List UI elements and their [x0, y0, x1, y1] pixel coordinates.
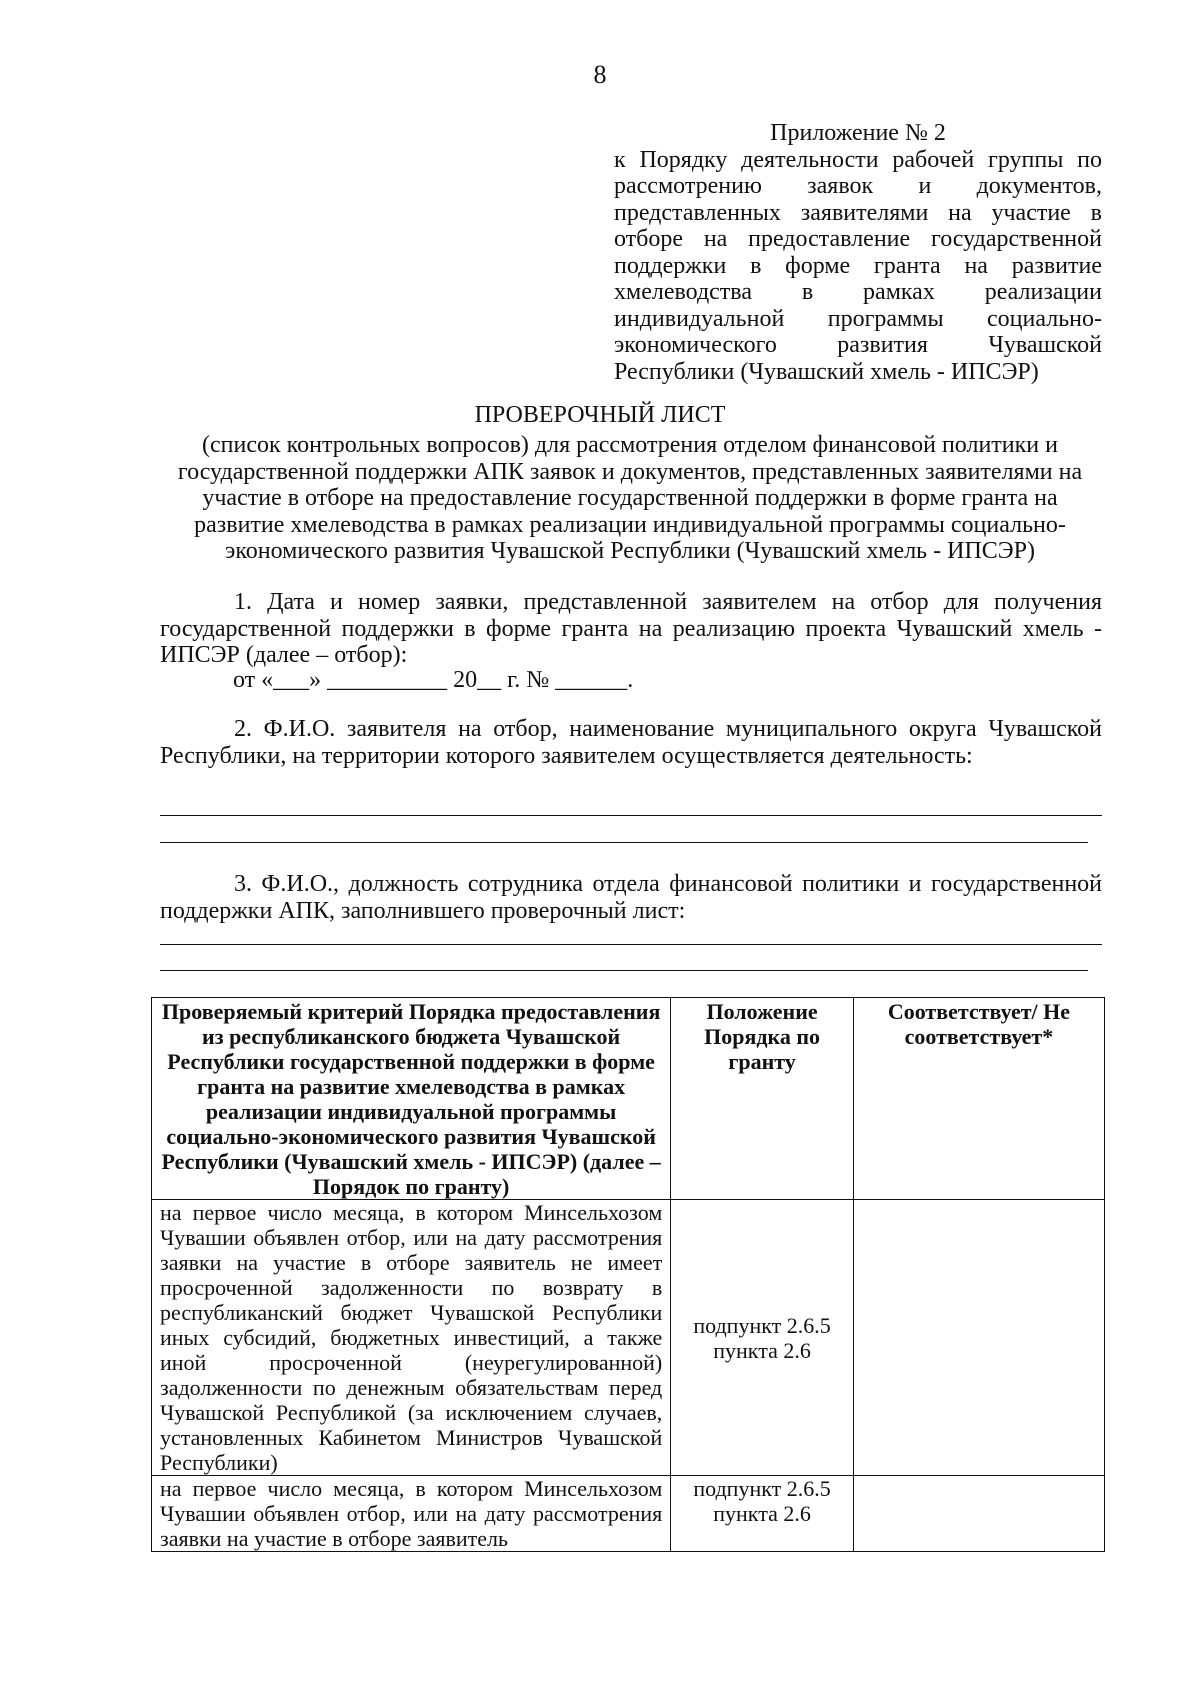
item-3-fill-line-1: [160, 944, 1102, 945]
table-header-row: [152, 998, 1105, 1200]
appendix-title: Приложение № 2: [770, 120, 946, 146]
item-2-fill-line-1: [160, 815, 1102, 816]
table-row: [152, 1476, 1105, 1552]
item-1-text: [160, 589, 1102, 669]
header-position: Положение Порядка по гранту: [671, 998, 854, 1200]
document-title: ПРОВЕРОЧНЫЙ ЛИСТ: [474, 402, 726, 428]
item-1-date-line: от «___» __________ 20__ г. № ______.: [233, 667, 634, 693]
row-criterion: на первое число месяца, в котором Минсельхозом Чувашии объявлен отбор, или на дату рассмотрения заявки на участие в отборе заявитель: [152, 1476, 671, 1552]
item-2-fill-line-2: [160, 842, 1088, 843]
item-1-label: 1. Дата и номер заявки, представленной заявителем на отбор для получения государственной поддержки в форме гранта на реализацию проекта Чувашский хмель - ИПСЭР (далее – отбор):: [160, 589, 1102, 668]
row-criterion: на первое число месяца, в котором Минсельхозом Чувашии объявлен отбор, или на дату рассмотрения заявки на участие в отборе заявитель не имеет просроченной задолженности по возврату в республиканский бюджет Чувашской Республики иных субсидий, бюджетных инвестиций, а также иной просроченной (неурегулированной) задолженности по денежным обязательствам перед Чувашской Республикой (за исключением случаев, установленных Кабинетом Министров Чувашской Республики): [152, 1200, 671, 1476]
appendix-block: [614, 120, 1102, 385]
item-3-text: [160, 871, 1102, 924]
item-2-label: 2. Ф.И.О. заявителя на отбор, наименование муниципального округа Чувашской Республики, на территории которого заявителем осуществляется деятельность:: [160, 716, 1102, 769]
header-criterion: Проверяемый критерий Порядка предоставления из республиканского бюджета Чувашской Республики государственной поддержки в форме гранта на развитие хмелеводства в рамках реализации индивидуальной программы социально-экономического развития Чувашской Республики (Чувашский хмель - ИПСЭР) (далее – Порядок по гранту): [152, 998, 671, 1200]
item-3-label: 3. Ф.И.О., должность сотрудника отдела финансовой политики и государственной поддержки АПК, заполнившего проверочный лист:: [160, 871, 1102, 924]
row-compliance: [853, 1200, 1104, 1476]
appendix-body: к Порядку деятельности рабочей группы по рассмотрению заявок и документов, представленных заявителями на участие в отборе на предоставление государственной поддержки в форме гранта на развитие хмелеводства в рамках реализации индивидуальной программы социально-экономического развития Чувашской Республики (Чувашский хмель - ИПСЭР): [614, 146, 1102, 385]
row-position: подпункт 2.6.5 пункта 2.6: [671, 1476, 854, 1552]
page-number: 8: [593, 60, 607, 89]
criteria-table: [151, 997, 1105, 1552]
row-compliance: [853, 1476, 1104, 1552]
table-row: [152, 1200, 1105, 1476]
item-2-text: [160, 716, 1102, 769]
item-3-fill-line-2: [160, 970, 1088, 971]
header-compliance: Соответствует/ Не соответствует*: [853, 998, 1104, 1200]
row-position: подпункт 2.6.5 пункта 2.6: [671, 1200, 854, 1476]
document-subtitle: (список контрольных вопросов) для рассмотрения отделом финансовой политики и государственной поддержки АПК заявок и документов, представленных заявителями на участие в отборе на предоставление государственной поддержки в форме гранта на развитие хмелеводства в рамках реализации индивидуальной программы социально-экономического развития Чувашской Республики (Чувашский хмель - ИПСЭР): [177, 432, 1083, 564]
